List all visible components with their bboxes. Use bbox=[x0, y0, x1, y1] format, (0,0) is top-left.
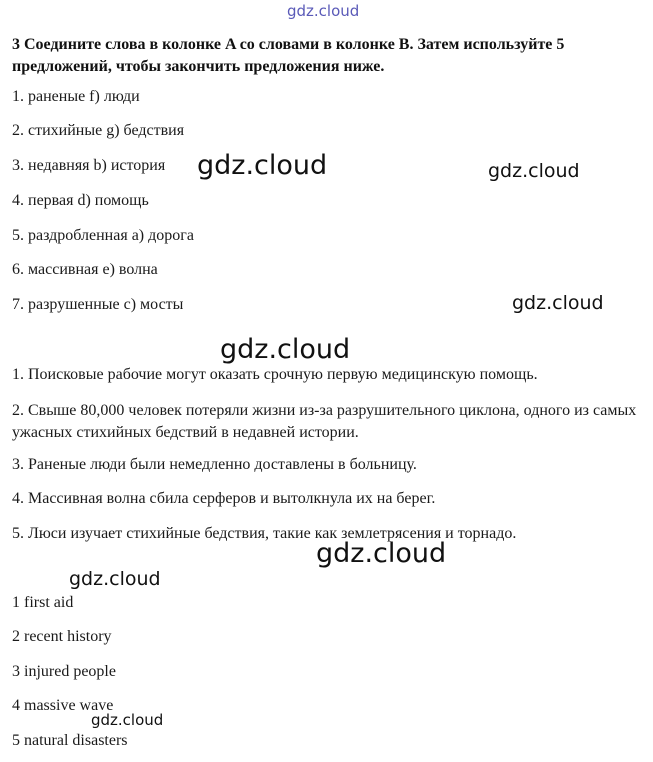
task-title: 3 Соедините слова в колонке A со словами в колонке B. Затем используйте 5 предложений, чтобы закончить предложения ниже. bbox=[12, 36, 565, 75]
watermark: gdz.cloud bbox=[220, 334, 351, 365]
match-item: 5. раздробленная a) дорога bbox=[12, 227, 194, 244]
answer-item: 1 first aid bbox=[12, 594, 74, 611]
match-item: 7. разрушенные c) мосты bbox=[12, 296, 184, 313]
sentence-item: 2. Свыше 80,000 человек потеряли жизни из-за разрушительного циклона, одного из самых ужасных стихийных бедствий в недавней истории. bbox=[12, 402, 637, 441]
watermark: gdz.cloud bbox=[488, 160, 580, 182]
answer-item: 2 recent history bbox=[12, 628, 112, 645]
watermark: gdz.cloud bbox=[316, 538, 447, 569]
match-item: 2. стихийные g) бедствия bbox=[12, 122, 185, 139]
sentence-item: 1. Поисковые рабочие могут оказать срочную первую медицинскую помощь. bbox=[12, 366, 538, 383]
answer-item: 4 massive wave bbox=[12, 697, 114, 714]
watermark: gdz.cloud bbox=[197, 150, 328, 181]
watermark: gdz.cloud bbox=[69, 568, 161, 590]
watermark-top: gdz.cloud bbox=[287, 2, 360, 20]
answer-item: 3 injured people bbox=[12, 663, 116, 680]
watermark: gdz.cloud bbox=[91, 711, 164, 729]
match-item: 4. первая d) помощь bbox=[12, 192, 149, 209]
answer-item: 5 natural disasters bbox=[12, 732, 128, 749]
match-item: 6. массивная e) волна bbox=[12, 261, 158, 278]
sentence-item: 4. Массивная волна сбила серферов и вытолкнула их на берег. bbox=[12, 490, 436, 507]
sentence-item: 3. Раненые люди были немедленно доставлены в больницу. bbox=[12, 456, 417, 473]
match-item: 3. недавняя b) история bbox=[12, 157, 166, 174]
watermark: gdz.cloud bbox=[512, 292, 604, 314]
match-item: 1. раненые f) люди bbox=[12, 88, 140, 105]
sentence-item: 5. Люси изучает стихийные бедствия, такие как землетрясения и торнадо. bbox=[12, 525, 517, 542]
